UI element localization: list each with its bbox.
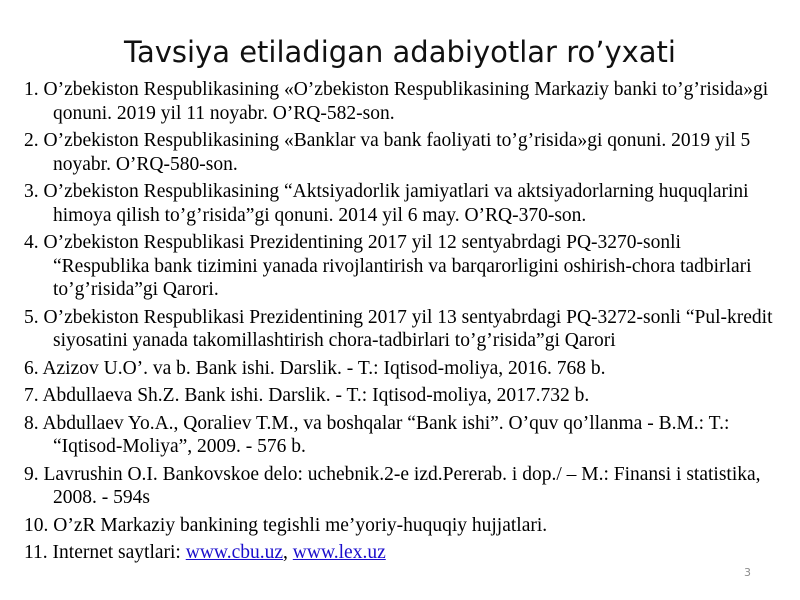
reference-item-9 — [24, 463, 780, 510]
reference-item-10 — [24, 514, 780, 538]
reference-text: O’zbekiston Respublikasi Prezidentining 2017 yil 12 sentyabrdagi PQ-3270-sonli “Respublika bank tizimini yanada rivojlantirish va barqarorligini oshirish-chora tadbirlari to’g’risida”gi Qarori. — [43, 232, 752, 300]
reference-item-6 — [24, 357, 780, 381]
reference-text: O’zbekiston Respublikasining “Aktsiyadorlik jamiyatlari va aktsiyadorlarning huquqlarini himoya qilish to’g’risida”gi qonuni. 2014 yil 6 may. O’RQ-370-son. — [43, 181, 749, 226]
reference-number: 4. — [24, 232, 39, 253]
reference-list — [24, 78, 780, 569]
reference-text: O’zbekiston Respublikasining «O’zbekiston Respublikasining Markaziy banki to’g’risida»gi qonuni. 2019 yil 11 noyabr. O’RQ-582-son. — [43, 79, 769, 124]
reference-text: Azizov U.O’. va b. Bank ishi. Darslik. - T.: Iqtisod-moliya, 2016. 768 b. — [42, 357, 606, 379]
reference-text: Abdullaev Yo.A., Qoraliev T.M., va boshqalar “Bank ishi”. O’quv qo’llanma - B.M.: T.: “Iqtisod-Moliya”, 2009. - 576 b. — [42, 412, 730, 457]
reference-number: 1. — [24, 79, 39, 100]
reference-number: 5. — [24, 306, 39, 328]
reference-item-5 — [24, 306, 780, 353]
page-number: 3 — [744, 566, 751, 579]
reference-item-2 — [24, 129, 780, 176]
reference-item-7 — [24, 384, 780, 408]
reference-number: 7. — [24, 385, 39, 406]
reference-text: O’zbekiston Respublikasining «Banklar va bank faoliyati to’g’risida»gi qonuni. 2019 yil 5 noyabr. O’RQ-580-son. — [43, 130, 751, 175]
reference-item-8 — [24, 412, 780, 459]
reference-text: Lavrushin O.I. Bankovskoe delo: uchebnik.2-e izd.Pererab. i dop./ – M.: Finansi i statistika, 2008. - 594s — [43, 463, 761, 508]
reference-number: 10. — [24, 514, 49, 536]
slide-title: Tavsiya etiladigan adabiyotlar ro’yxati — [124, 35, 676, 69]
reference-item-11 — [24, 541, 780, 565]
internet-sites-label: Internet saytlari: — [52, 542, 186, 563]
reference-number: 6. — [24, 357, 39, 379]
reference-item-1 — [24, 78, 780, 125]
lex-link[interactable]: www.lex.uz — [292, 542, 386, 563]
reference-text: O’zR Markaziy bankining tegishli me’yoriy-huquqiy hujjatlari. — [53, 514, 548, 536]
reference-item-4 — [24, 231, 780, 302]
reference-number: 11. — [24, 542, 48, 563]
reference-number: 2. — [24, 130, 39, 151]
reference-item-3 — [24, 180, 780, 227]
reference-text: O’zbekiston Respublikasi Prezidentining 2017 yil 13 sentyabrdagi PQ-3272-sonli “Pul-kredit siyosatini yanada takomillashtirish chora-tadbirlari to’g’risida”gi Qarori — [43, 306, 773, 351]
link-separator: , — [283, 542, 293, 563]
reference-number: 8. — [24, 412, 39, 434]
reference-text: Abdullaeva Sh.Z. Bank ishi. Darslik. - T.: Iqtisod-moliya, 2017.732 b. — [42, 385, 590, 406]
cbu-link[interactable]: www.cbu.uz — [185, 542, 284, 563]
reference-number: 3. — [24, 181, 39, 202]
reference-number: 9. — [24, 463, 39, 485]
